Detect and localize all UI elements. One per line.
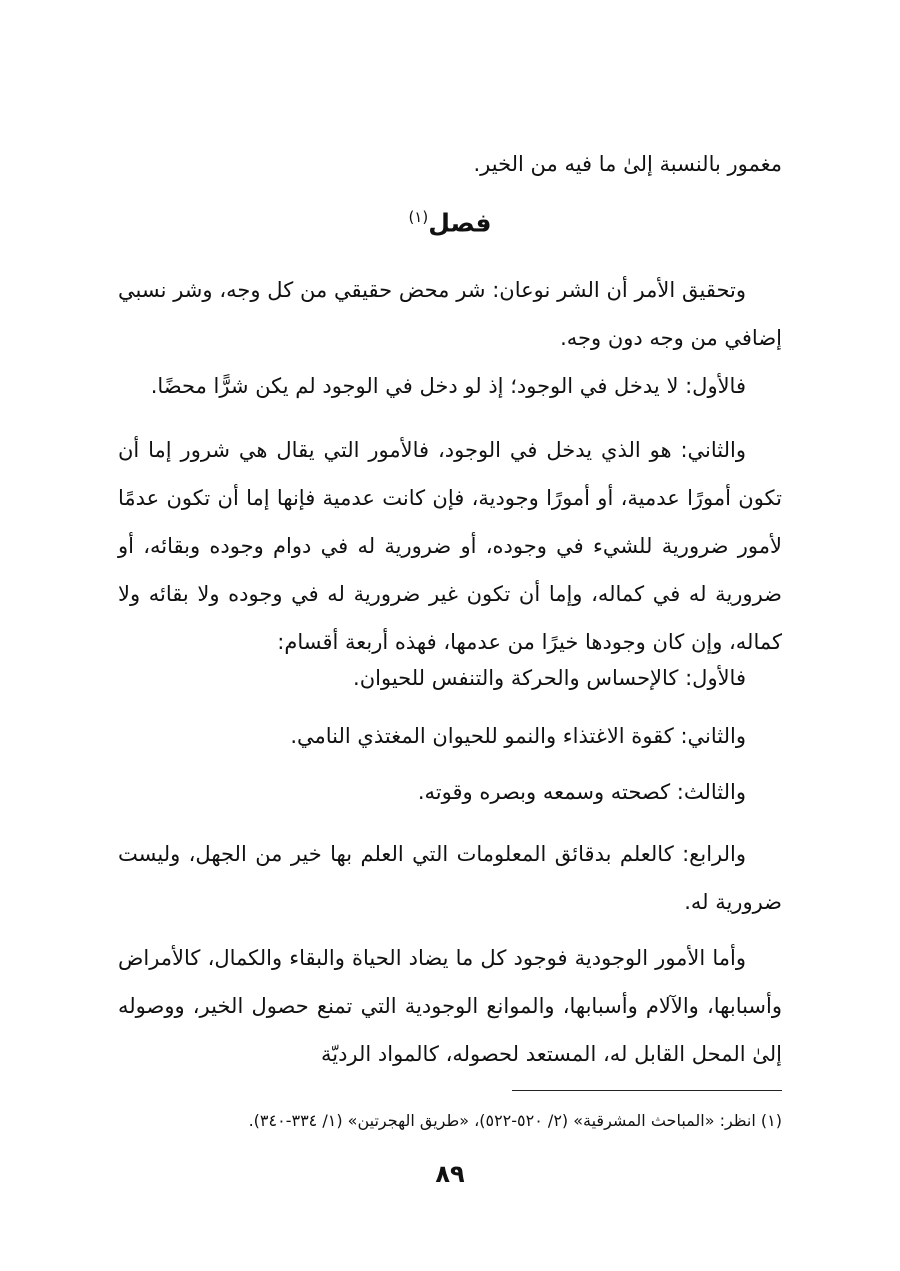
footnote: (١) انظر: «المباحث المشرقية» (٢/ ٥٢٠-٥٢٢)، «طريق الهجرتين» (١/ ٣٣٤-٣٤٠).	[248, 1111, 782, 1130]
paragraph-existential-matters: وأما الأمور الوجودية فوجود كل ما يضاد الحياة والبقاء والكمال، كالأمراض وأسبابها، والآلام وأسبابها، والموانع الوجودية التي تمنع حصول الخير، ووصوله إلىٰ المحل القابل له، المستعد لحصوله، كالمواد الرديّة	[118, 946, 782, 1066]
footnote-divider	[512, 1090, 782, 1091]
paragraph-item-third: والثالث: كصحته وسمعه وبصره وقوته.	[417, 780, 746, 804]
paragraph-continuation: مغمور بالنسبة إلىٰ ما فيه من الخير.	[473, 152, 782, 176]
heading-footnote-marker: (١)	[408, 208, 429, 226]
section-heading	[0, 208, 900, 237]
paragraph-item-second: والثاني: كقوة الاغتذاء والنمو للحيوان المغتذي النامي.	[290, 724, 746, 748]
paragraph-two-kinds: وتحقيق الأمر أن الشر نوعان: شر محض حقيقي من كل وجه، وشر نسبي إضافي من وجه دون وجه.	[118, 278, 782, 350]
paragraph-first-kind: فالأول: لا يدخل في الوجود؛ إذ لو دخل في الوجود لم يكن شرًّا محضًا.	[150, 374, 746, 398]
paragraph-item-fourth: والرابع: كالعلم بدقائق المعلومات التي العلم بها خير من الجهل، وليست ضرورية له.	[118, 842, 782, 914]
section-heading-text: فصل	[428, 208, 492, 238]
paragraph-second-kind: والثاني: هو الذي يدخل في الوجود، فالأمور التي يقال هي شرور إما أن تكون أمورًا عدمية، أو أمورًا وجودية، فإن كانت عدمية فإنها إما أن تكون عدمًا لأمور ضرورية للشيء في وجوده، أو ضرورية له في دوام وجوده وبقائه، أو ضرورية له في كماله، وإما أن تكون غير ضرورية له في وجوده ولا بقائه ولا كماله، وإن كان وجودها خيرًا من عدمها، فهذه أربعة أقسام:	[118, 438, 782, 654]
page-number: ٨٩	[435, 1160, 465, 1188]
paragraph-item-first: فالأول: كالإحساس والحركة والتنفس للحيوان.	[353, 666, 746, 690]
